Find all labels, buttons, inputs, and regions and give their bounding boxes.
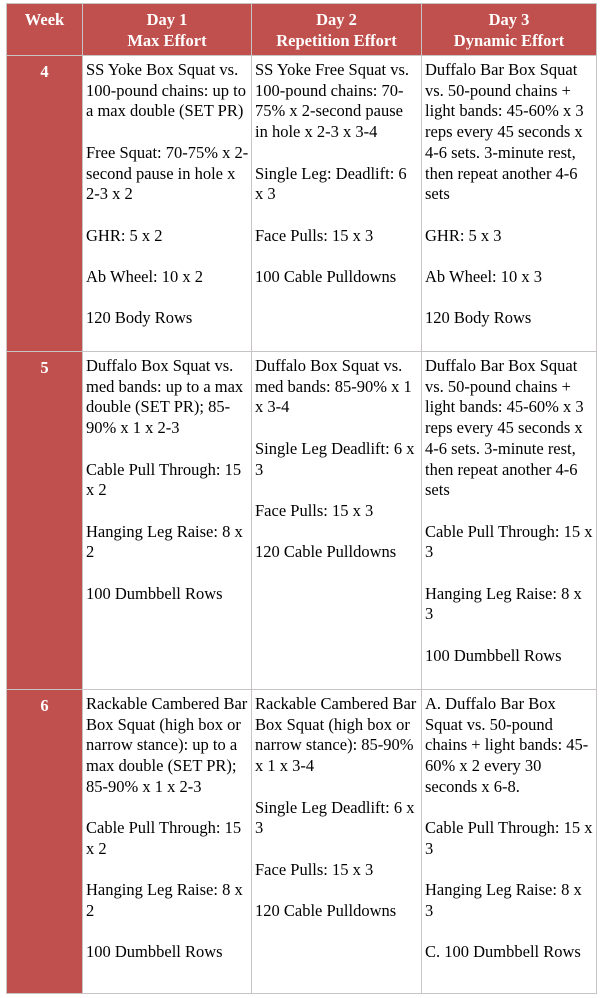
training-plan-table (6, 3, 597, 994)
week-cell (7, 56, 83, 352)
exercise-item: Duffalo Box Squat vs. med bands: 85-90% x 1 x 3-4 (255, 356, 412, 417)
header-day-2 (252, 4, 422, 56)
week-row (7, 690, 597, 994)
exercise-item: Face Pulls: 15 x 3 (255, 500, 374, 520)
exercise-item: SS Yoke Free Squat vs. 100-pound chains: 70-75% x 2-second pause in hole x 2-3 x 3-4 (255, 60, 410, 142)
day-3-cell (422, 352, 597, 690)
exercise-item: C. 100 Dumbbell Rows (425, 942, 581, 962)
day-2-cell (252, 690, 422, 994)
exercise-item: Ab Wheel: 10 x 2 (86, 266, 204, 286)
week-number: 4 (40, 62, 49, 81)
exercise-item: 100 Dumbbell Rows (86, 583, 223, 603)
exercise-item: Ab Wheel: 10 x 3 (425, 267, 543, 286)
header-row (7, 4, 597, 56)
header-day-3-effort: Dynamic Effort (453, 31, 565, 50)
exercise-item: 120 Body Rows (425, 308, 532, 328)
header-day-1 (83, 4, 252, 56)
exercise-item: Cable Pull Through: 15 x 3 (425, 818, 593, 858)
exercise-item: Single Leg Deadlift: 6 x 3 (255, 438, 415, 479)
day-3-cell (422, 690, 597, 994)
exercise-item: 100 Cable Pulldowns (255, 266, 397, 286)
exercise-item: SS Yoke Box Squat vs. 100-pound chains: up to a max double (SET PR) (86, 60, 246, 121)
header-day-3-title: Day 3 (488, 10, 530, 29)
training-plan-body (7, 56, 597, 994)
header-day-1-title: Day 1 (146, 10, 188, 29)
exercise-item: Rackable Cambered Bar Box Squat (high box or narrow stance): 85-90% x 1 x 3-4 (255, 694, 417, 776)
day-1-cell (83, 352, 252, 690)
exercise-item: 120 Cable Pulldowns (255, 542, 397, 562)
header-day-1-effort: Max Effort (127, 31, 207, 50)
exercise-item: GHR: 5 x 2 (86, 225, 163, 245)
week-row (7, 352, 597, 690)
week-number: 6 (40, 696, 49, 715)
exercise-item: 100 Dumbbell Rows (86, 942, 223, 962)
exercise-item: 120 Body Rows (86, 308, 193, 328)
exercise-item: 120 Cable Pulldowns (255, 900, 397, 920)
exercise-item: Duffalo Box Squat vs. med bands: up to a max double (SET PR); 85-90% x 1 x 2-3 (86, 356, 244, 438)
exercise-item: Hanging Leg Raise: 8 x 3 (425, 583, 582, 624)
week-cell (7, 690, 83, 994)
exercise-item: Single Leg Deadlift: 6 x 3 (255, 797, 415, 838)
exercise-item: Face Pulls: 15 x 3 (255, 225, 374, 245)
exercise-item: Single Leg: Deadlift: 6 x 3 (255, 163, 407, 204)
header-day-2-title: Day 2 (316, 10, 357, 29)
day-2-cell (252, 352, 422, 690)
exercise-item: 100 Dumbbell Rows (425, 645, 562, 665)
exercise-item: GHR: 5 x 3 (425, 225, 502, 245)
header-day-2-effort: Repetition Effort (276, 31, 397, 50)
header-week (7, 4, 83, 56)
exercise-item: Free Squat: 70-75% x 2-second pause in hole x 2-3 x 2 (86, 142, 249, 204)
header-week-label: Week (24, 10, 65, 29)
exercise-item: Cable Pull Through: 15 x 3 (425, 521, 593, 562)
week-row (7, 56, 597, 352)
exercise-item: Hanging Leg Raise: 8 x 2 (86, 521, 243, 562)
day-2-cell (252, 56, 422, 352)
exercise-item: Rackable Cambered Bar Box Squat (high box or narrow stance): up to a max double (SET PR); 85-90% x 1 x 2-3 (86, 694, 248, 796)
exercise-item: Duffalo Bar Box Squat vs. 50-pound chains + light bands: 45-60% x 3 reps every 45 seconds x 4-6 sets. 3-minute rest, then repeat another 4-6 sets (425, 356, 584, 500)
week-number: 5 (40, 358, 49, 377)
exercise-item: Duffalo Bar Box Squat vs. 50-pound chains + light bands: 45-60% x 3 reps every 45 seconds x 4-6 sets. 3-minute rest, then repeat another 4-6 sets (425, 60, 584, 204)
exercise-item: Hanging Leg Raise: 8 x 3 (425, 880, 582, 920)
header-day-3 (422, 4, 597, 56)
exercise-item: Hanging Leg Raise: 8 x 2 (86, 880, 243, 920)
day-1-cell (83, 690, 252, 994)
exercise-item: A. Duffalo Bar Box Squat vs. 50-pound chains + light bands: 45-60% x 2 every 30 seconds x 6-8. (425, 694, 589, 796)
week-cell (7, 352, 83, 690)
exercise-item: Cable Pull Through: 15 x 2 (86, 818, 242, 858)
exercise-item: Cable Pull Through: 15 x 2 (86, 459, 242, 500)
day-1-cell (83, 56, 252, 352)
day-3-cell (422, 56, 597, 352)
exercise-item: Face Pulls: 15 x 3 (255, 859, 374, 879)
